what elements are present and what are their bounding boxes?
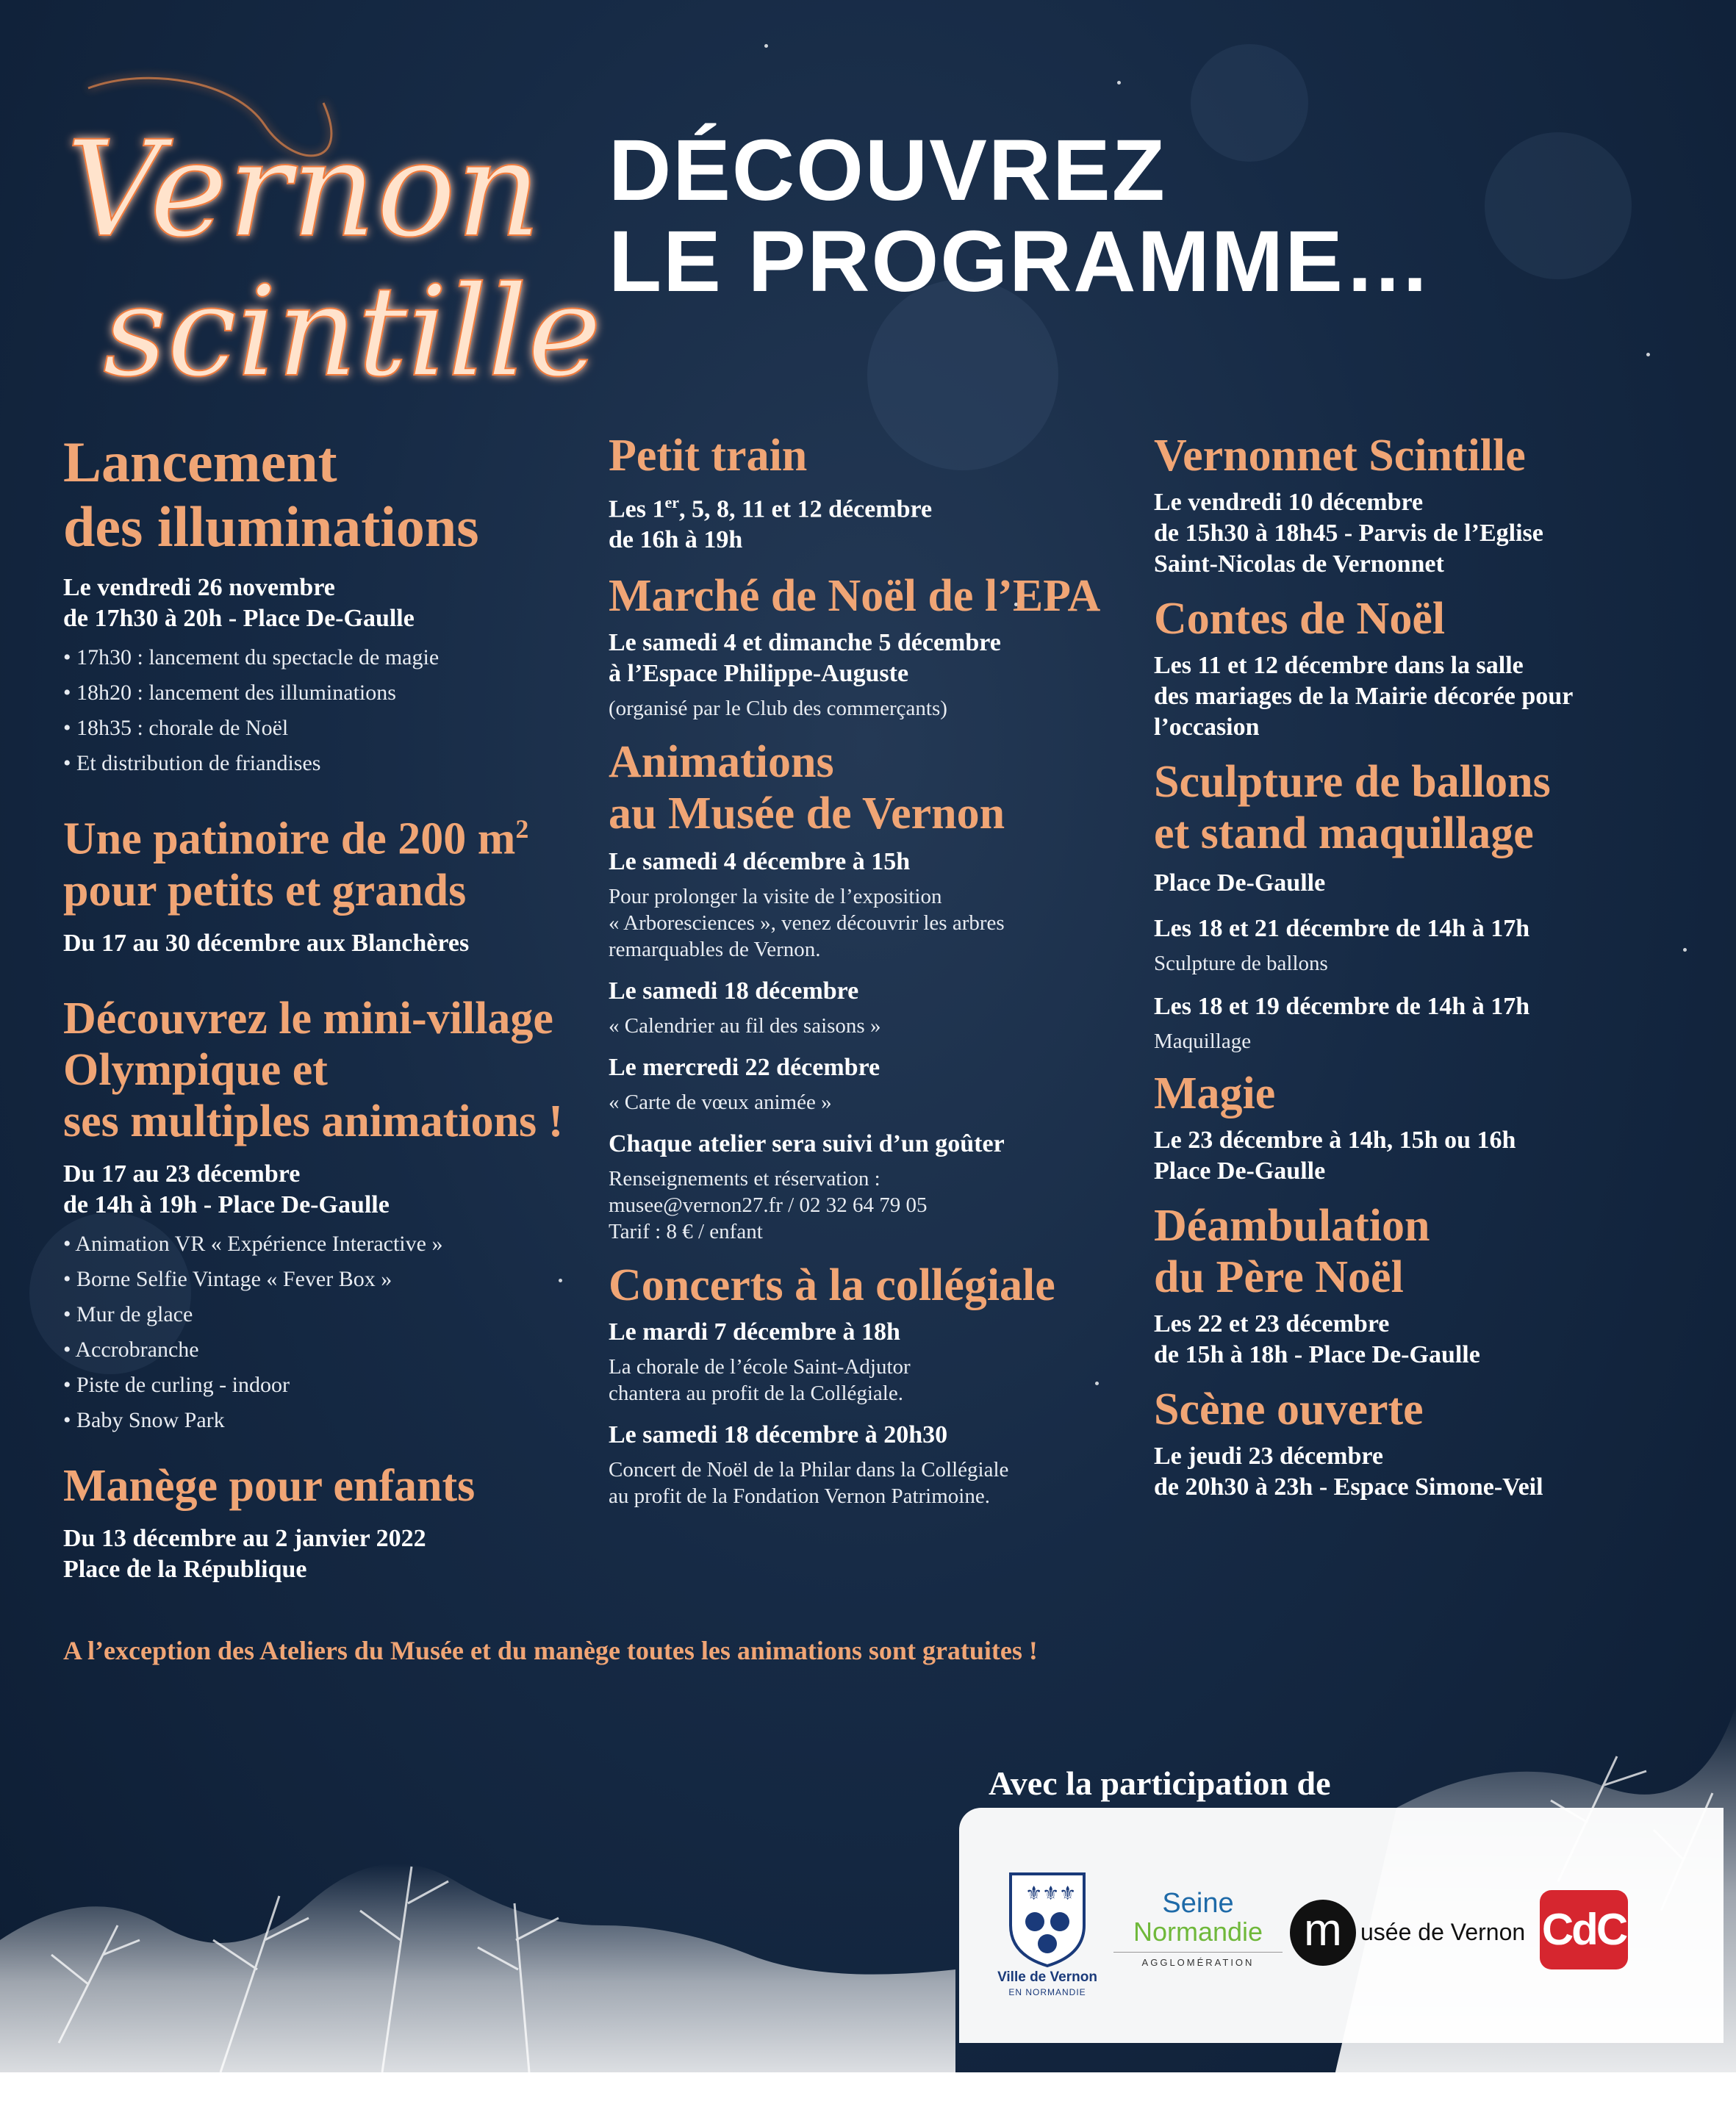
date-line: Les 22 et 23 décembre [1154,1310,1390,1337]
event-date: Du 17 au 30 décembre aux Blanchères [63,929,470,957]
event-date: Les 18 et 21 décembre de 14h à 17h [1154,915,1530,942]
section-title: Vernonnet Scintille [1154,431,1526,481]
normandie-text: Normandie [1133,1917,1263,1947]
date-line: de 20h30 à 23h - Espace Simone-Veil [1154,1473,1543,1501]
section-concerts [609,1260,1138,1509]
section-deambulation [1154,1200,1683,1371]
snowflake [764,44,768,48]
event-date [63,572,578,634]
event-date [1154,487,1683,580]
date-line: des mariages de la Mairie décorée pour [1154,683,1574,710]
section-title [1154,756,1683,859]
section-ballons [1154,756,1683,1055]
event-date: Les 18 et 19 décembre de 14h à 17h [1154,993,1530,1020]
musee-de-vernon-logo [1290,1900,1547,1966]
date-part: , 5, 8, 11 et 12 décembre [679,495,933,523]
title-line: et stand maquillage [1154,808,1534,858]
desc-line: au profit de la Fondation Vernon Patrimoine. [609,1484,990,1509]
event-date [1154,1309,1683,1371]
date-line: Du 13 décembre au 2 janvier 2022 [63,1524,426,1552]
headline-line2: LE PROGRAMME… [609,213,1432,310]
event-date [63,1523,578,1585]
musee-label: usée de Vernon [1360,1919,1526,1945]
list-item: • 17h30 : lancement du spectacle de magie [63,645,440,669]
list-item: • Mur de glace [63,1301,193,1326]
svg-text:⚜: ⚜ [1042,1883,1060,1905]
date-line: de 15h30 à 18h45 - Parvis de l’Eglise [1154,520,1543,547]
bokeh-light [1485,132,1632,279]
info-line: Renseignements et réservation : [609,1167,880,1191]
event-date: Le mardi 7 décembre à 18h [609,1318,900,1346]
title-line: Découvrez le mini-village [63,993,553,1044]
list-item: • Accrobranche [63,1337,199,1362]
section-musee [609,736,1138,1245]
musee-m-icon: m [1290,1900,1356,1966]
date-line: à l’Espace Philippe-Auguste [609,660,909,688]
gouter-note: Chaque atelier sera suivi d’un goûter [609,1130,1005,1158]
desc-line: chantera au profit de la Collégiale. [609,1382,903,1406]
desc-line: « Arboresciences », venez découvrir les arbres [609,911,1005,935]
date-line: Du 17 au 23 décembre [63,1160,301,1188]
desc-line: La chorale de l’école Saint-Adjutor [609,1355,911,1379]
list-item: • Piste de curling - indoor [63,1372,290,1397]
section-mini-village [63,993,578,1438]
cdc-logo: CdC [1540,1890,1628,1969]
date-line: Le vendredi 10 décembre [1154,489,1424,516]
reservation-info [609,1166,1138,1245]
list-item: • Animation VR « Expérience Interactive » [63,1231,443,1256]
date-line: Saint-Nicolas de Vernonnet [1154,550,1444,578]
section-title: Petit train [609,431,808,481]
event-list [63,1227,578,1438]
seine-text: Seine [1162,1888,1234,1919]
snowflake [1646,353,1650,356]
section-title [63,430,578,559]
list-item: • 18h35 : chorale de Noël [63,716,289,740]
date-line: l’occasion [1154,714,1260,741]
page-headline [609,122,1432,310]
vernon-subcaption: EN NORMANDIE [1008,1987,1086,1997]
list-item: • Borne Selfie Vintage « Fever Box » [63,1266,392,1291]
section-title [63,993,578,1147]
title-line: Lancement [63,430,337,494]
date-superscript: er [664,493,680,511]
title-superscript: 2 [515,814,529,844]
vernon-caption: Ville de Vernon [997,1969,1097,1985]
sponsor-panel [959,1808,1724,2043]
program-column-1 [63,430,578,1607]
event-date [1154,1125,1683,1187]
section-contes [1154,593,1683,743]
svg-text:⚜: ⚜ [1025,1883,1043,1905]
title-line: Déambulation [1154,1201,1430,1251]
event-date [63,1159,578,1221]
event-list [63,640,578,781]
vernon-crest-icon [992,1859,1102,1969]
title-line: Animations [609,737,834,788]
seine-normandie-logo [1113,1889,1283,1977]
event-description: Sculpture de ballons [1154,952,1328,975]
date-line: Place De-Gaulle [1154,1157,1326,1185]
desc-line: Concert de Noël de la Philar dans la Collégiale [609,1458,1009,1482]
event-description: « Calendrier au fil des saisons » [609,1014,881,1038]
date-line: Le samedi 4 et dimanche 5 décembre [609,629,1001,657]
list-item: • Et distribution de friandises [63,751,321,775]
section-lancement [63,430,578,781]
section-title [63,803,578,916]
title-line: Une patinoire de 200 m [63,814,516,864]
ville-de-vernon-logo [992,1859,1102,2006]
event-date: Le mercredi 22 décembre [609,1054,880,1082]
price-line: Tarif : 8 € / enfant [609,1220,763,1244]
event-place: Place De-Gaulle [1154,869,1326,897]
desc-line: Pour prolonger la visite de l’exposition [609,885,942,909]
event-note: (organisé par le Club des commerçants) [609,697,947,721]
event-date [609,487,1138,556]
section-patinoire [63,803,578,959]
event-description: Maquillage [1154,1030,1252,1053]
section-title: Magie [1154,1069,1276,1118]
section-vernonnet [1154,430,1683,580]
event-date [1154,1441,1683,1503]
date-part: Les 1 [609,495,665,523]
section-scene-ouverte [1154,1384,1683,1503]
participation-label: Avec la participation de [989,1764,1331,1802]
section-title: Scène ouverte [1154,1385,1424,1434]
event-description [609,1457,1138,1509]
section-magie [1154,1068,1683,1187]
section-title [1154,1200,1683,1303]
contact-email-phone: musee@vernon27.fr / 02 32 64 79 05 [609,1193,928,1218]
section-petit-train [609,430,1138,556]
free-entry-note: A l’exception des Ateliers du Musée et du manège toutes les animations sont gratuites ! [63,1636,1038,1665]
vernon-scintille-logo [44,59,602,405]
list-item: • 18h20 : lancement des illuminations [63,680,396,705]
agglomeration-text: AGGLOMÉRATION [1113,1952,1283,1968]
title-line: ses multiples animations ! [63,1096,564,1146]
section-title [609,736,1138,839]
event-date [609,628,1138,689]
section-marche-noel [609,570,1138,722]
date-line: Le jeudi 23 décembre [1154,1443,1383,1470]
event-date: Le samedi 4 décembre à 15h [609,848,911,876]
svg-text:⚜: ⚜ [1059,1883,1077,1905]
title-line: au Musée de Vernon [609,789,1005,839]
title-line: des illuminations [63,495,479,559]
section-title: Manège pour enfants [63,1460,476,1511]
date-line: Le vendredi 26 novembre [63,574,335,601]
date-line: de 16h à 19h [609,526,743,554]
date-line: de 17h30 à 20h - Place De-Gaulle [63,605,415,632]
event-description [609,1354,1138,1407]
event-description: « Carte de vœux animée » [609,1091,832,1115]
date-line: Place de la République [63,1555,307,1583]
date-line: de 15h à 18h - Place De-Gaulle [1154,1341,1480,1368]
section-manege [63,1460,578,1585]
logo-line2: scintille [103,259,602,405]
event-description [609,883,1138,963]
title-line: du Père Noël [1154,1252,1404,1302]
list-item: • Baby Snow Park [63,1407,225,1432]
event-date: Le samedi 18 décembre à 20h30 [609,1421,948,1449]
date-line: Le 23 décembre à 14h, 15h ou 16h [1154,1127,1516,1154]
desc-line: remarquables de Vernon. [609,938,821,962]
section-title: Contes de Noël [1154,594,1446,644]
event-date: Le samedi 18 décembre [609,977,859,1005]
logo-line1: Vernon [66,113,542,267]
date-line: Les 11 et 12 décembre dans la salle [1154,652,1524,679]
title-line: Olympique et [63,1044,328,1095]
date-line: de 14h à 19h - Place De-Gaulle [63,1191,390,1218]
title-line: pour petits et grands [63,865,467,916]
section-title: Concerts à la collégiale [609,1260,1055,1311]
program-column-2 [609,430,1138,1531]
snowflake [1117,81,1121,85]
program-column-3 [1154,430,1683,1525]
event-date [1154,650,1683,743]
snowflake [1683,948,1687,952]
headline-line1: DÉCOUVREZ [609,122,1166,219]
title-line: Sculpture de ballons [1154,757,1551,807]
section-title: Marché de Noël de l’EPA [609,571,1101,622]
